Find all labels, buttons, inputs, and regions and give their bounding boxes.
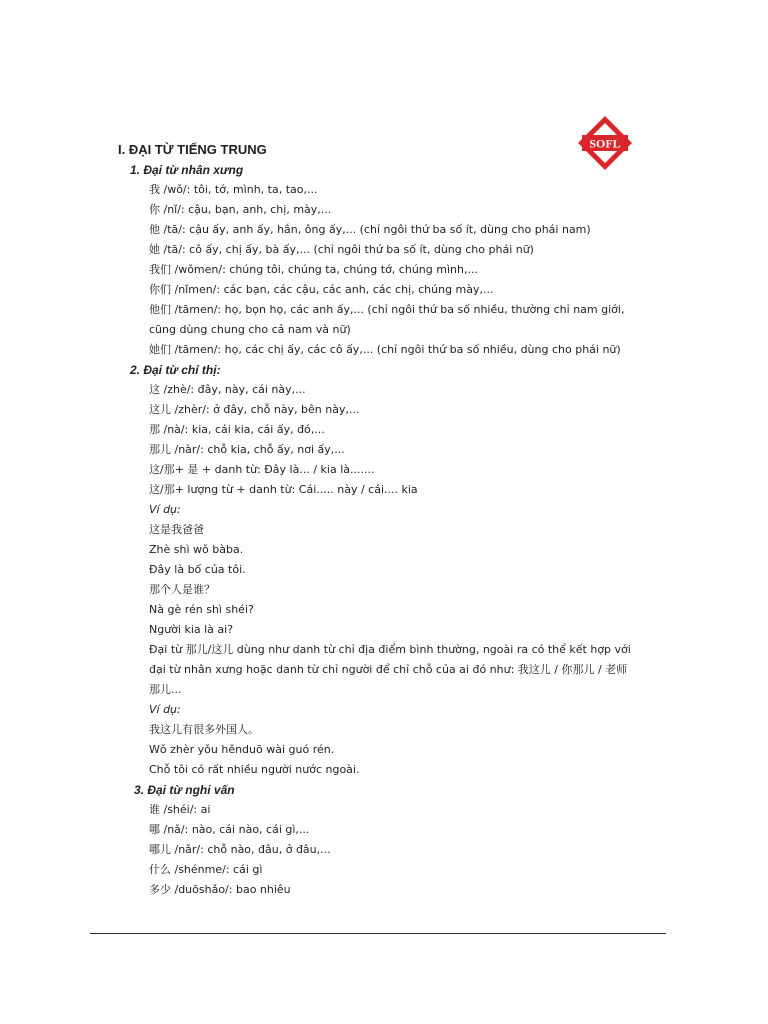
footer-divider bbox=[90, 933, 666, 934]
example-label: Ví dụ: bbox=[149, 703, 181, 716]
list-item: 他们 /tāmen/: họ, bọn họ, các anh ấy,... (chỉ ngôi thứ ba số nhiều, thường chỉ nam giới, cũng dùng chung cho cả nam và nữ) bbox=[149, 303, 625, 336]
example-label: Ví dụ: bbox=[149, 503, 181, 516]
list-item: 这 /zhè/: đây, này, cái này,... bbox=[149, 383, 306, 396]
example-line: 那个人是谁？ bbox=[149, 583, 215, 596]
list-item: 多少 /duōshǎo/: bao nhiêu bbox=[149, 883, 291, 896]
example-line: Người kia là ai? bbox=[149, 623, 234, 636]
example-line: Nà gè rén shì shéi? bbox=[149, 603, 254, 616]
logo-text: SOFL bbox=[589, 136, 621, 151]
list-item: 什么 /shénme/: cái gì bbox=[149, 863, 263, 876]
list-item: 我们 /wǒmen/: chúng tôi, chúng ta, chúng tớ, chúng mình,... bbox=[149, 263, 478, 276]
list-item: 你 /nǐ/: cậu, bạn, anh, chị, mày,... bbox=[149, 203, 332, 216]
list-item: 他 /tā/: cậu ấy, anh ấy, hắn, ông ấy,... (chỉ ngôi thứ ba số ít, dùng cho phái nam) bbox=[149, 223, 591, 236]
section-title-personal-pronouns: 1. Đại từ nhân xưng bbox=[130, 163, 244, 177]
example-line: Zhè shì wǒ bàba. bbox=[149, 543, 244, 556]
list-item: 哪 /nǎ/: nào, cái nào, cái gì,... bbox=[149, 823, 310, 836]
list-item: 她们 /tāmen/: họ, các chị ấy, các cô ấy,... (chỉ ngôi thứ ba số nhiều, dùng cho phái nữ) bbox=[149, 343, 621, 356]
example-line: Đây là bố của tôi. bbox=[149, 563, 246, 576]
list-item: 那儿 /nàr/: chỗ kia, chỗ ấy, nơi ấy,... bbox=[149, 443, 345, 456]
example-line: 我这儿有很多外国人。 bbox=[149, 723, 259, 736]
document-body bbox=[118, 140, 638, 900]
list-item: 我 /wǒ/: tôi, tớ, mình, ta, tao,... bbox=[149, 183, 318, 196]
list-item: 你们 /nǐmen/: các bạn, các cậu, các anh, các chị, chúng mày,... bbox=[149, 283, 494, 296]
list-item: 哪儿 /nǎr/: chỗ nào, đâu, ở đâu,... bbox=[149, 843, 331, 856]
section-title-interrogative-pronouns: 3. Đại từ nghi vấn bbox=[134, 783, 235, 797]
example-line: 这是我爸爸 bbox=[149, 523, 204, 536]
main-heading: I. ĐẠI TỪ TIẾNG TRUNG bbox=[118, 142, 267, 157]
usage-note: Đại từ 那儿/这儿 dùng như danh từ chỉ địa điểm bình thường, ngoài ra có thể kết hợp với đại từ nhân xưng hoặc danh từ chỉ người để chỉ chỗ của ai đó như: 我这儿 / 你那儿 / 老师那儿... bbox=[149, 643, 631, 696]
example-line: Chỗ tôi có rất nhiều người nước ngoài. bbox=[149, 763, 360, 776]
list-item: 这/那+ 是 + danh từ: Đây là... / kia là....... bbox=[149, 463, 375, 476]
example-line: Wǒ zhèr yǒu hěnduō wài guó rén. bbox=[149, 743, 335, 756]
list-item: 谁 /shéi/: ai bbox=[149, 803, 211, 816]
list-item: 那 /nà/: kia, cái kia, cái ấy, đó,... bbox=[149, 423, 325, 436]
section-title-demonstrative-pronouns: 2. Đại từ chỉ thị: bbox=[130, 363, 221, 377]
list-item: 她 /tā/: cô ấy, chị ấy, bà ấy,... (chỉ ngôi thứ ba số ít, dùng cho phái nữ) bbox=[149, 243, 534, 256]
list-item: 这儿 /zhèr/: ở đây, chỗ này, bên này,... bbox=[149, 403, 360, 416]
list-item: 这/那+ lượng từ + danh từ: Cái..... này / cái.... kia bbox=[149, 483, 418, 496]
